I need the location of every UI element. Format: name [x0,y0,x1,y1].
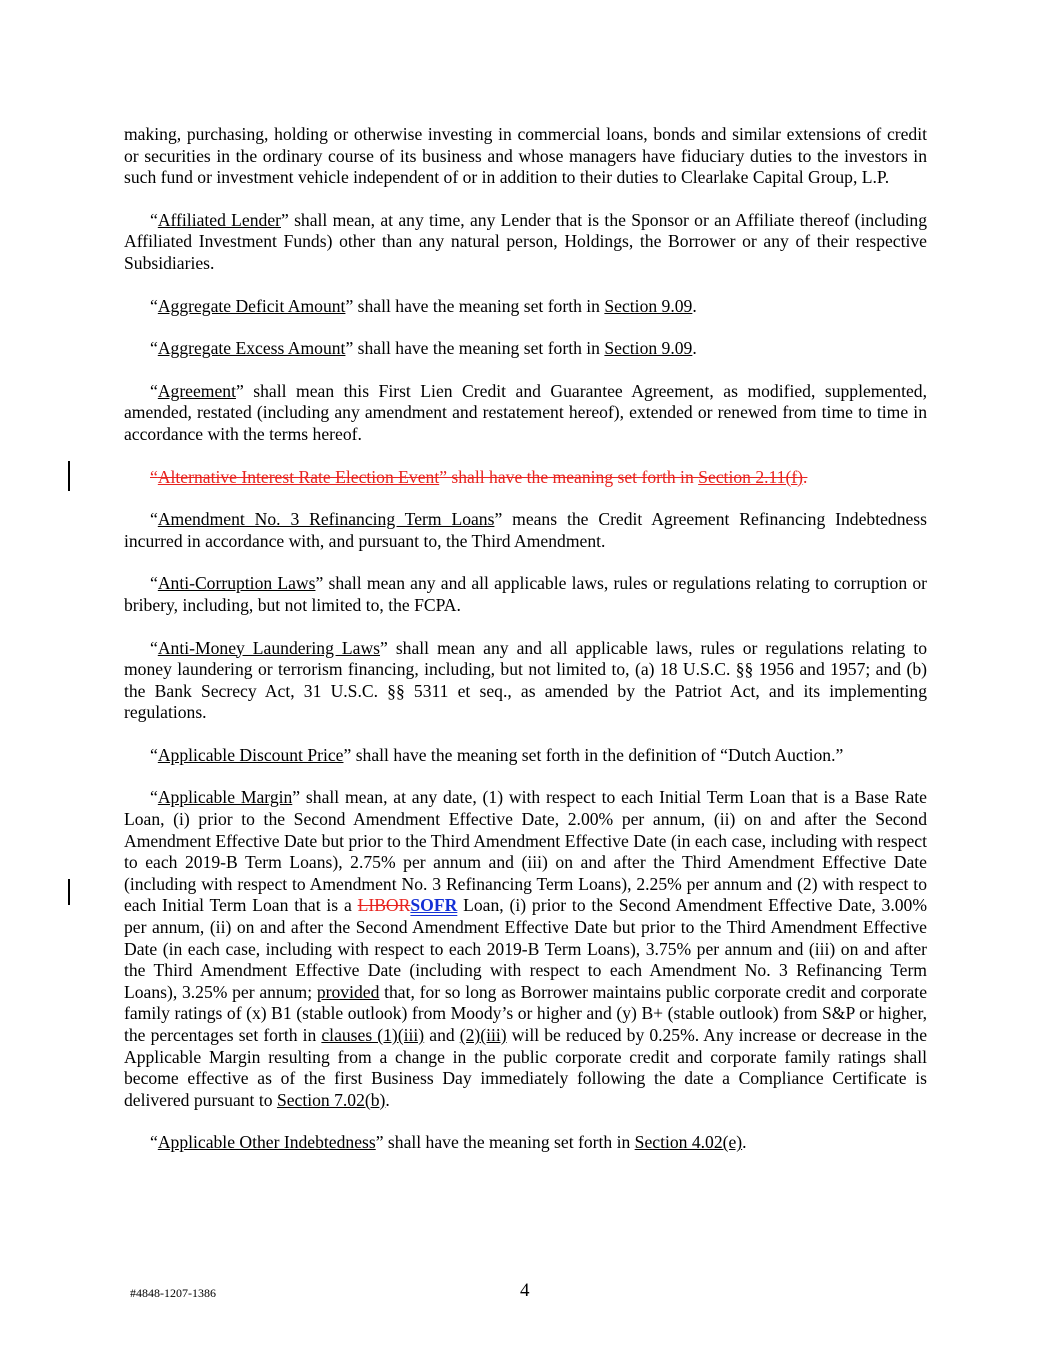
period: . [803,466,808,487]
section-reference: Section 7.02(b) [276,1089,386,1110]
section-reference: Section 2.11(f) [698,466,804,487]
definition-text: ” means the Credit Agreement Refinancing Indebtedness incurred in accordance with, and pursuant to, the Third Amendment. [124,509,927,551]
definition-text: ” shall mean any and all applicable laws, rules or regulations relating to corruption or bribery, including, but not limited to, the FCPA. [124,573,927,615]
definition-text: will be reduced by 0.25%. Any increase or decrease in the Applicable Margin resulting from a change in the public corporate credit and corporate family ratings shall become effective as of the first Business Day immediately following the date a Compliance Certificate is delivered pursuant to [124,1025,928,1110]
deleted-text [150,467,807,487]
definition-aggregate-deficit-amount [124,296,927,318]
defined-term: Anti-Money Laundering Laws [157,637,381,658]
section-reference: Section 9.09 [604,295,693,316]
definition-text: ” shall have the meaning set forth in [345,295,605,316]
definition-anti-money-laundering-laws [124,638,927,724]
defined-term: Applicable Other Indebtedness [157,1132,376,1153]
open-quote: “ [150,787,158,808]
open-quote: “ [150,573,158,594]
defined-term: Applicable Discount Price [157,744,344,765]
defined-term: Aggregate Excess Amount [157,338,346,359]
page-number: 4 [520,1280,530,1301]
definition-text: ” shall have the meaning set forth in [345,338,605,359]
paragraph-intro-continuation: making, purchasing, holding or otherwise investing in commercial loans, bonds and similar extensions of credit or securities in the ordinary course of its business and whose managers have fiduciary duties to the investors in such fund or investment vehicle independent of or in addition to their duties to Clearlake Capital Group, L.P. [124,124,927,188]
deleted-text: LIBOR [357,895,411,916]
document-body [124,124,927,1175]
open-quote: “ [150,295,158,316]
defined-term: Affiliated Lender [157,209,281,230]
definition-text: Loan, (i) prior to the Second Amendment Effective Date, 3.00% per annum, (ii) on and after the Second Amendment Effective Date but prior to the Third Amendment Effective Date (in each case, including with respect to each 2019-B Term Loans), 3.75% per annum and (iii) on and after the Third Amendment Effective Date (including with respect to each Amendment No. 3 Refinancing Term Loans), 3.25% per annum; [124,895,927,1002]
revision-change-bar [68,461,70,491]
definition-text: ” shall mean, at any date, (1) with respect to each Initial Term Loan that is a Base Rate Loan, (i) prior to the Second Amendment Effective Date, 2.00% per annum, (ii) on and after the Second Amendment Effective Date but prior to the Third Amendment Effective Date (in each case, including with respect to each 2019-B Term Loans), 2.75% per annum and (iii) on and after the Third Amendment Effective Date (including with respect to Amendment No. 3 Refinancing Term Loans), 2.25% per annum and (2) with respect to each Initial Term Loan that is a [124,787,927,916]
defined-term: Applicable Margin [157,787,293,808]
section-reference: Section 9.09 [604,338,693,359]
period: . [692,338,697,359]
definition-text: ” shall mean, at any time, any Lender that is the Sponsor or an Affiliate thereof (including Affiliated Investment Funds) other than any natural person, Holdings, the Borrower or any of their respective Subsidiaries. [124,209,927,273]
defined-term: Alternative Interest Rate Election Event [157,466,440,487]
definition-text: that, for so long as Borrower maintains public corporate credit and corporate family ratings of (x) B1 (stable outlook) from Moody’s or higher and (y) B+ (stable outlook) from S&P or higher, the percentages set forth in [124,981,927,1045]
period: . [385,1089,390,1110]
open-quote: “ [150,1132,158,1153]
open-quote: “ [150,637,158,658]
definition-text: ” shall have the meaning set forth in [375,1132,635,1153]
definition-alternative-interest-rate-election-event-deleted [124,467,927,489]
open-quote: “ [150,338,158,359]
definition-amendment-no-3-refinancing-term-loans [124,509,927,552]
open-quote: “ [150,209,158,230]
clause-reference: clauses (1)(iii) [321,1025,425,1045]
defined-term: Amendment No. 3 Refinancing Term Loans [157,509,495,530]
definition-text: ” shall mean this First Lien Credit and Guarantee Agreement, as modified, supplemented, amended, restated (including any amendment and restatement hereof), extended or renewed from time to time in accordance with the terms hereof. [124,380,927,444]
period: . [742,1132,747,1153]
clause-reference: (2)(iii) [459,1025,507,1045]
revision-change-bar [68,879,70,905]
open-quote: “ [150,509,158,530]
definition-agreement [124,381,927,446]
definition-affiliated-lender [124,210,927,275]
definition-applicable-other-indebtedness [124,1132,927,1154]
definition-text: and [424,1025,460,1045]
definition-applicable-discount-price [124,745,927,767]
definition-aggregate-excess-amount [124,338,927,360]
provided-term: provided [316,981,380,1002]
definition-applicable-margin [124,787,927,1111]
defined-term: Agreement [157,380,236,401]
period: . [692,295,697,316]
inserted-text: SOFR [410,895,458,916]
open-quote: “ [150,744,158,765]
defined-term: Anti-Corruption Laws [157,573,316,594]
definition-text: ” shall have the meaning set forth in [439,466,699,487]
definition-text: ” shall have the meaning set forth in the definition of “Dutch Auction.” [343,744,844,765]
definition-text: ” shall mean any and all applicable laws, rules or regulations relating to money laundering or terrorism financing, including, but not limited to, (a) 18 U.S.C. §§ 1956 and 1957; and (b) the Bank Secrecy Act, 31 U.S.C. §§ 5311 et seq., as amended by the Patriot Act, and its implementing regulations. [124,637,927,723]
document-id: #4848-1207-1386 [130,1286,216,1300]
definition-anti-corruption-laws [124,573,927,616]
open-quote: “ [150,466,158,487]
open-quote: “ [150,380,158,401]
defined-term: Aggregate Deficit Amount [157,295,346,316]
section-reference: Section 4.02(e) [634,1132,743,1153]
